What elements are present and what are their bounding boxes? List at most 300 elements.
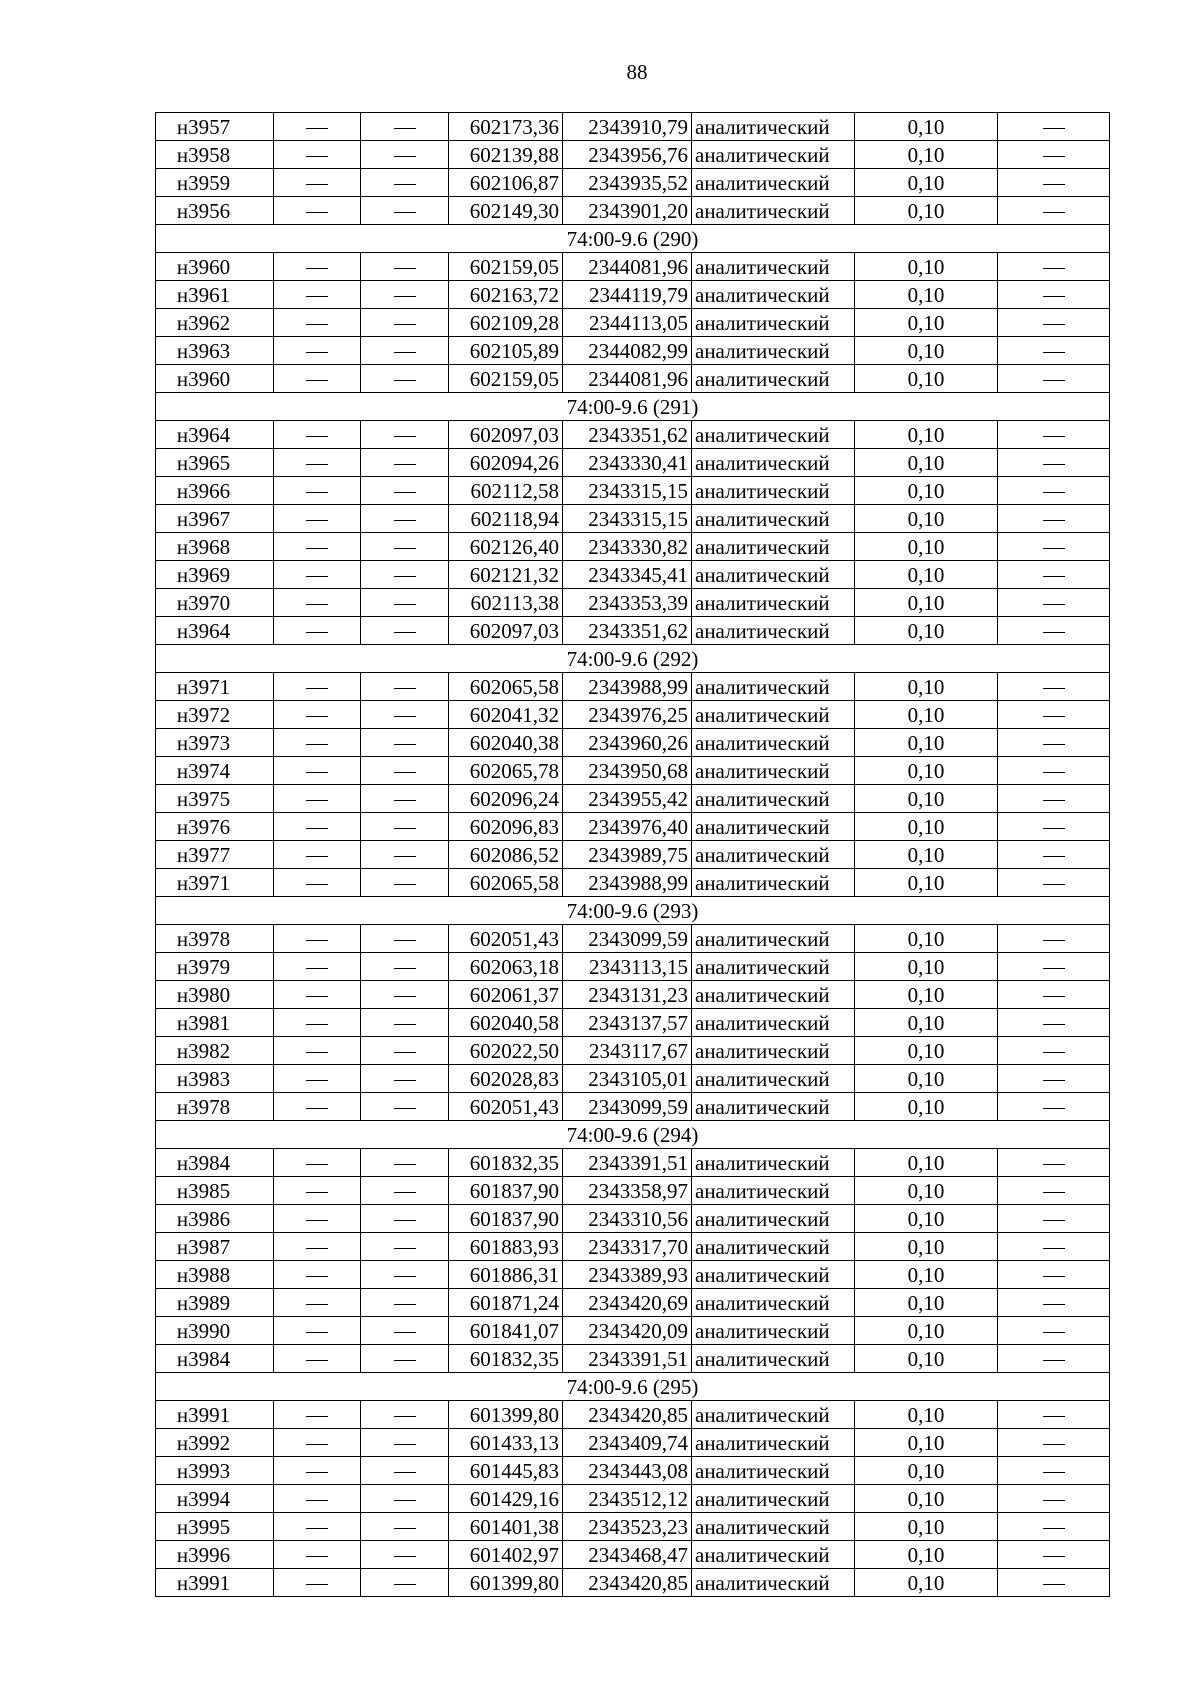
- x-coordinate-cell: 602126,40: [449, 533, 563, 561]
- method-cell: аналитический: [692, 1541, 855, 1569]
- dash-mark: [306, 268, 328, 269]
- accuracy-cell: 0,10: [855, 1093, 998, 1121]
- old-x-cell: [274, 1345, 361, 1373]
- dash-mark: [1043, 1192, 1065, 1193]
- old-y-cell: [361, 505, 449, 533]
- old-x-cell: [274, 729, 361, 757]
- accuracy-cell: 0,10: [855, 505, 998, 533]
- table-row: [156, 1457, 1110, 1485]
- dash-mark: [394, 352, 416, 353]
- dash-mark: [306, 632, 328, 633]
- x-coordinate-cell: 602063,18: [449, 953, 563, 981]
- y-coordinate-cell: 2343988,99: [563, 673, 692, 701]
- y-coordinate-cell: 2343310,56: [563, 1205, 692, 1233]
- x-coordinate-cell: 602065,78: [449, 757, 563, 785]
- y-coordinate-cell: 2343345,41: [563, 561, 692, 589]
- x-coordinate-cell: 601837,90: [449, 1177, 563, 1205]
- description-cell: [998, 1541, 1110, 1569]
- accuracy-cell: 0,10: [855, 421, 998, 449]
- dash-mark: [1043, 1360, 1065, 1361]
- x-coordinate-cell: 602040,58: [449, 1009, 563, 1037]
- old-y-cell: [361, 589, 449, 617]
- description-cell: [998, 1065, 1110, 1093]
- y-coordinate-cell: 2343351,62: [563, 421, 692, 449]
- table-row: [156, 505, 1110, 533]
- old-y-cell: [361, 1457, 449, 1485]
- description-cell: [998, 757, 1110, 785]
- dash-mark: [1043, 744, 1065, 745]
- old-x-cell: [274, 617, 361, 645]
- old-x-cell: [274, 1541, 361, 1569]
- dash-mark: [394, 800, 416, 801]
- x-coordinate-cell: 602121,32: [449, 561, 563, 589]
- dash-mark: [1043, 632, 1065, 633]
- description-cell: [998, 1233, 1110, 1261]
- dash-mark: [306, 744, 328, 745]
- method-cell: аналитический: [692, 1513, 855, 1541]
- description-cell: [998, 505, 1110, 533]
- dash-mark: [306, 1500, 328, 1501]
- y-coordinate-cell: 2343358,97: [563, 1177, 692, 1205]
- dash-mark: [1043, 324, 1065, 325]
- point-name-cell: н3990: [156, 1317, 274, 1345]
- point-name-cell: н3984: [156, 1149, 274, 1177]
- y-coordinate-cell: 2344081,96: [563, 365, 692, 393]
- table-row: [156, 1513, 1110, 1541]
- y-coordinate-cell: 2344082,99: [563, 337, 692, 365]
- old-y-cell: [361, 1485, 449, 1513]
- dash-mark: [306, 968, 328, 969]
- table-row: [156, 841, 1110, 869]
- dash-mark: [306, 1556, 328, 1557]
- accuracy-cell: 0,10: [855, 1569, 998, 1597]
- dash-mark: [394, 464, 416, 465]
- x-coordinate-cell: 602118,94: [449, 505, 563, 533]
- description-cell: [998, 785, 1110, 813]
- point-name-cell: н3956: [156, 197, 274, 225]
- dash-mark: [306, 492, 328, 493]
- old-y-cell: [361, 841, 449, 869]
- old-y-cell: [361, 561, 449, 589]
- x-coordinate-cell: 602022,50: [449, 1037, 563, 1065]
- old-y-cell: [361, 113, 449, 141]
- table-row: [156, 1345, 1110, 1373]
- method-cell: аналитический: [692, 1429, 855, 1457]
- y-coordinate-cell: 2343099,59: [563, 1093, 692, 1121]
- y-coordinate-cell: 2343468,47: [563, 1541, 692, 1569]
- point-name-cell: н3992: [156, 1429, 274, 1457]
- dash-mark: [306, 1248, 328, 1249]
- accuracy-cell: 0,10: [855, 617, 998, 645]
- dash-mark: [306, 940, 328, 941]
- old-y-cell: [361, 1093, 449, 1121]
- method-cell: аналитический: [692, 169, 855, 197]
- point-name-cell: н3986: [156, 1205, 274, 1233]
- x-coordinate-cell: 601841,07: [449, 1317, 563, 1345]
- y-coordinate-cell: 2344113,05: [563, 309, 692, 337]
- description-cell: [998, 1429, 1110, 1457]
- dash-mark: [1043, 828, 1065, 829]
- old-y-cell: [361, 757, 449, 785]
- method-cell: аналитический: [692, 1261, 855, 1289]
- y-coordinate-cell: 2343960,26: [563, 729, 692, 757]
- old-y-cell: [361, 1289, 449, 1317]
- table-row: [156, 869, 1110, 897]
- x-coordinate-cell: 602109,28: [449, 309, 563, 337]
- dash-mark: [306, 464, 328, 465]
- old-y-cell: [361, 533, 449, 561]
- old-y-cell: [361, 1429, 449, 1457]
- x-coordinate-cell: 601433,13: [449, 1429, 563, 1457]
- old-x-cell: [274, 1177, 361, 1205]
- dash-mark: [306, 1108, 328, 1109]
- dash-mark: [394, 968, 416, 969]
- dash-mark: [1043, 520, 1065, 521]
- description-cell: [998, 589, 1110, 617]
- y-coordinate-cell: 2343976,25: [563, 701, 692, 729]
- y-coordinate-cell: 2343389,93: [563, 1261, 692, 1289]
- coordinates-table: [155, 112, 1110, 1597]
- x-coordinate-cell: 601402,97: [449, 1541, 563, 1569]
- y-coordinate-cell: 2344119,79: [563, 281, 692, 309]
- parcel-number: 74:00-9.6 (295): [156, 1373, 1110, 1401]
- old-y-cell: [361, 197, 449, 225]
- description-cell: [998, 729, 1110, 757]
- dash-mark: [306, 1444, 328, 1445]
- accuracy-cell: 0,10: [855, 449, 998, 477]
- method-cell: аналитический: [692, 197, 855, 225]
- accuracy-cell: 0,10: [855, 1345, 998, 1373]
- method-cell: аналитический: [692, 561, 855, 589]
- dash-mark: [394, 1416, 416, 1417]
- description-cell: [998, 1401, 1110, 1429]
- y-coordinate-cell: 2343137,57: [563, 1009, 692, 1037]
- table-row: [156, 477, 1110, 505]
- point-name-cell: н3964: [156, 617, 274, 645]
- old-y-cell: [361, 1149, 449, 1177]
- parcel-number: 74:00-9.6 (292): [156, 645, 1110, 673]
- dash-mark: [394, 1220, 416, 1221]
- old-x-cell: [274, 1037, 361, 1065]
- y-coordinate-cell: 2343113,15: [563, 953, 692, 981]
- old-y-cell: [361, 1345, 449, 1373]
- table-row: [156, 953, 1110, 981]
- accuracy-cell: 0,10: [855, 1541, 998, 1569]
- x-coordinate-cell: 602159,05: [449, 253, 563, 281]
- point-name-cell: н3987: [156, 1233, 274, 1261]
- point-name-cell: н3981: [156, 1009, 274, 1037]
- dash-mark: [306, 324, 328, 325]
- x-coordinate-cell: 602086,52: [449, 841, 563, 869]
- section-header-row: [156, 645, 1110, 673]
- accuracy-cell: 0,10: [855, 1289, 998, 1317]
- method-cell: аналитический: [692, 1037, 855, 1065]
- table-row: [156, 1289, 1110, 1317]
- accuracy-cell: 0,10: [855, 1401, 998, 1429]
- x-coordinate-cell: 602051,43: [449, 1093, 563, 1121]
- dash-mark: [1043, 1164, 1065, 1165]
- dash-mark: [394, 1304, 416, 1305]
- point-name-cell: н3973: [156, 729, 274, 757]
- old-x-cell: [274, 337, 361, 365]
- point-name-cell: н3977: [156, 841, 274, 869]
- old-y-cell: [361, 785, 449, 813]
- x-coordinate-cell: 601832,35: [449, 1149, 563, 1177]
- old-y-cell: [361, 1513, 449, 1541]
- old-x-cell: [274, 1009, 361, 1037]
- table-row: [156, 701, 1110, 729]
- dash-mark: [1043, 352, 1065, 353]
- table-row: [156, 1065, 1110, 1093]
- x-coordinate-cell: 602097,03: [449, 421, 563, 449]
- dash-mark: [306, 1024, 328, 1025]
- dash-mark: [1043, 1472, 1065, 1473]
- y-coordinate-cell: 2343330,41: [563, 449, 692, 477]
- old-y-cell: [361, 729, 449, 757]
- accuracy-cell: 0,10: [855, 477, 998, 505]
- description-cell: [998, 561, 1110, 589]
- point-name-cell: н3993: [156, 1457, 274, 1485]
- dash-mark: [1043, 576, 1065, 577]
- page-number: 88: [626, 60, 648, 84]
- dash-mark: [1043, 1220, 1065, 1221]
- old-y-cell: [361, 1541, 449, 1569]
- dash-mark: [306, 1584, 328, 1585]
- old-y-cell: [361, 253, 449, 281]
- table-row: [156, 757, 1110, 785]
- table-row: [156, 1401, 1110, 1429]
- description-cell: [998, 197, 1110, 225]
- accuracy-cell: 0,10: [855, 1233, 998, 1261]
- dash-mark: [1043, 1248, 1065, 1249]
- old-x-cell: [274, 253, 361, 281]
- description-cell: [998, 1289, 1110, 1317]
- dash-mark: [306, 576, 328, 577]
- old-x-cell: [274, 1513, 361, 1541]
- dash-mark: [394, 1024, 416, 1025]
- dash-mark: [1043, 1528, 1065, 1529]
- accuracy-cell: 0,10: [855, 1009, 998, 1037]
- method-cell: аналитический: [692, 1457, 855, 1485]
- table-row: [156, 253, 1110, 281]
- point-name-cell: н3982: [156, 1037, 274, 1065]
- y-coordinate-cell: 2343976,40: [563, 813, 692, 841]
- table-row: [156, 729, 1110, 757]
- dash-mark: [1043, 800, 1065, 801]
- old-y-cell: [361, 981, 449, 1009]
- y-coordinate-cell: 2343523,23: [563, 1513, 692, 1541]
- dash-mark: [306, 296, 328, 297]
- description-cell: [998, 309, 1110, 337]
- accuracy-cell: 0,10: [855, 729, 998, 757]
- old-x-cell: [274, 841, 361, 869]
- accuracy-cell: 0,10: [855, 169, 998, 197]
- accuracy-cell: 0,10: [855, 925, 998, 953]
- description-cell: [998, 113, 1110, 141]
- old-x-cell: [274, 1289, 361, 1317]
- description-cell: [998, 533, 1110, 561]
- dash-mark: [394, 1556, 416, 1557]
- accuracy-cell: 0,10: [855, 869, 998, 897]
- section-header-row: [156, 393, 1110, 421]
- dash-mark: [1043, 436, 1065, 437]
- x-coordinate-cell: 602112,58: [449, 477, 563, 505]
- old-y-cell: [361, 617, 449, 645]
- y-coordinate-cell: 2343910,79: [563, 113, 692, 141]
- accuracy-cell: 0,10: [855, 813, 998, 841]
- point-name-cell: н3984: [156, 1345, 274, 1373]
- method-cell: аналитический: [692, 533, 855, 561]
- old-x-cell: [274, 281, 361, 309]
- dash-mark: [306, 828, 328, 829]
- dash-mark: [394, 744, 416, 745]
- dash-mark: [306, 1164, 328, 1165]
- point-name-cell: н3958: [156, 141, 274, 169]
- old-x-cell: [274, 421, 361, 449]
- old-x-cell: [274, 785, 361, 813]
- dash-mark: [1043, 1444, 1065, 1445]
- old-y-cell: [361, 1261, 449, 1289]
- accuracy-cell: 0,10: [855, 253, 998, 281]
- dash-mark: [394, 1248, 416, 1249]
- old-y-cell: [361, 1233, 449, 1261]
- description-cell: [998, 169, 1110, 197]
- point-name-cell: н3978: [156, 925, 274, 953]
- point-name-cell: н3980: [156, 981, 274, 1009]
- method-cell: аналитический: [692, 1317, 855, 1345]
- old-x-cell: [274, 141, 361, 169]
- dash-mark: [394, 1080, 416, 1081]
- parcel-number: 74:00-9.6 (293): [156, 897, 1110, 925]
- dash-mark: [306, 884, 328, 885]
- point-name-cell: н3979: [156, 953, 274, 981]
- y-coordinate-cell: 2343988,99: [563, 869, 692, 897]
- point-name-cell: н3991: [156, 1401, 274, 1429]
- x-coordinate-cell: 602041,32: [449, 701, 563, 729]
- old-y-cell: [361, 1177, 449, 1205]
- old-x-cell: [274, 1261, 361, 1289]
- point-name-cell: н3964: [156, 421, 274, 449]
- table-row: [156, 1009, 1110, 1037]
- dash-mark: [306, 996, 328, 997]
- point-name-cell: н3983: [156, 1065, 274, 1093]
- dash-mark: [1043, 772, 1065, 773]
- old-y-cell: [361, 1317, 449, 1345]
- old-y-cell: [361, 1065, 449, 1093]
- old-x-cell: [274, 365, 361, 393]
- old-x-cell: [274, 869, 361, 897]
- table-row: [156, 197, 1110, 225]
- point-name-cell: н3989: [156, 1289, 274, 1317]
- x-coordinate-cell: 601883,93: [449, 1233, 563, 1261]
- dash-mark: [394, 632, 416, 633]
- table-row: [156, 365, 1110, 393]
- old-x-cell: [274, 1485, 361, 1513]
- accuracy-cell: 0,10: [855, 1429, 998, 1457]
- x-coordinate-cell: 602096,83: [449, 813, 563, 841]
- x-coordinate-cell: 602106,87: [449, 169, 563, 197]
- dash-mark: [394, 296, 416, 297]
- description-cell: [998, 617, 1110, 645]
- dash-mark: [394, 716, 416, 717]
- point-name-cell: н3976: [156, 813, 274, 841]
- y-coordinate-cell: 2343330,82: [563, 533, 692, 561]
- x-coordinate-cell: 602065,58: [449, 869, 563, 897]
- description-cell: [998, 1317, 1110, 1345]
- old-x-cell: [274, 561, 361, 589]
- dash-mark: [394, 268, 416, 269]
- table-row: [156, 981, 1110, 1009]
- dash-mark: [306, 1528, 328, 1529]
- y-coordinate-cell: 2343901,20: [563, 197, 692, 225]
- y-coordinate-cell: 2343955,42: [563, 785, 692, 813]
- method-cell: аналитический: [692, 1289, 855, 1317]
- x-coordinate-cell: 602094,26: [449, 449, 563, 477]
- table-row: [156, 1233, 1110, 1261]
- dash-mark: [306, 1276, 328, 1277]
- table-row: [156, 281, 1110, 309]
- description-cell: [998, 841, 1110, 869]
- accuracy-cell: 0,10: [855, 841, 998, 869]
- point-name-cell: н3960: [156, 365, 274, 393]
- accuracy-cell: 0,10: [855, 1037, 998, 1065]
- dash-mark: [394, 436, 416, 437]
- dash-mark: [394, 212, 416, 213]
- old-x-cell: [274, 197, 361, 225]
- dash-mark: [306, 1192, 328, 1193]
- accuracy-cell: 0,10: [855, 1317, 998, 1345]
- table-row: [156, 421, 1110, 449]
- table-row: [156, 533, 1110, 561]
- dash-mark: [394, 856, 416, 857]
- old-x-cell: [274, 1457, 361, 1485]
- table-row: [156, 561, 1110, 589]
- accuracy-cell: 0,10: [855, 337, 998, 365]
- dash-mark: [394, 548, 416, 549]
- old-x-cell: [274, 1149, 361, 1177]
- method-cell: аналитический: [692, 869, 855, 897]
- x-coordinate-cell: 601832,35: [449, 1345, 563, 1373]
- description-cell: [998, 701, 1110, 729]
- method-cell: аналитический: [692, 449, 855, 477]
- dash-mark: [394, 1332, 416, 1333]
- table-row: [156, 1317, 1110, 1345]
- description-cell: [998, 337, 1110, 365]
- x-coordinate-cell: 601429,16: [449, 1485, 563, 1513]
- dash-mark: [394, 604, 416, 605]
- method-cell: аналитический: [692, 113, 855, 141]
- dash-mark: [394, 492, 416, 493]
- table-row: [156, 1205, 1110, 1233]
- dash-mark: [306, 772, 328, 773]
- x-coordinate-cell: 601399,80: [449, 1569, 563, 1597]
- point-name-cell: н3978: [156, 1093, 274, 1121]
- method-cell: аналитический: [692, 617, 855, 645]
- table-row: [156, 673, 1110, 701]
- x-coordinate-cell: 602105,89: [449, 337, 563, 365]
- table-row: [156, 1541, 1110, 1569]
- x-coordinate-cell: 602040,38: [449, 729, 563, 757]
- dash-mark: [306, 352, 328, 353]
- dash-mark: [1043, 604, 1065, 605]
- accuracy-cell: 0,10: [855, 589, 998, 617]
- old-y-cell: [361, 309, 449, 337]
- dash-mark: [306, 1472, 328, 1473]
- old-y-cell: [361, 1205, 449, 1233]
- table-row: [156, 1177, 1110, 1205]
- dash-mark: [394, 828, 416, 829]
- method-cell: аналитический: [692, 785, 855, 813]
